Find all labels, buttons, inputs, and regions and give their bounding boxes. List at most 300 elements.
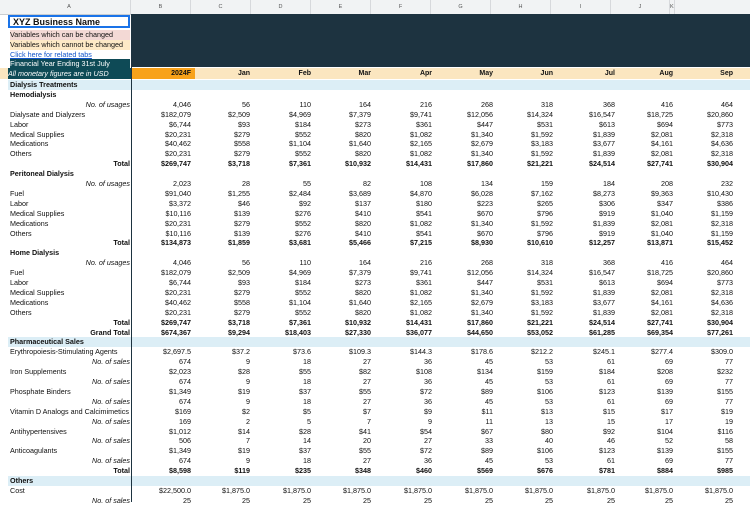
value-cell[interactable]: $19 — [238, 446, 250, 456]
value-cell[interactable]: 9 — [246, 357, 250, 367]
value-cell[interactable]: $3,372 — [169, 198, 191, 208]
value-cell[interactable]: $17 — [661, 406, 673, 416]
value-cell[interactable]: 27 — [363, 357, 371, 367]
value-cell[interactable]: $3,183 — [531, 139, 553, 149]
value-cell[interactable]: $1,839 — [593, 307, 615, 317]
value-cell[interactable]: $10,932 — [345, 317, 371, 327]
value-cell[interactable]: $2,484 — [289, 188, 311, 198]
value-cell[interactable]: 27 — [424, 436, 432, 446]
value-cell[interactable]: $22,500.0 — [159, 485, 191, 495]
value-cell[interactable]: $6,744 — [169, 278, 191, 287]
value-cell[interactable]: $16,547 — [589, 268, 615, 278]
value-cell[interactable]: $53,052 — [527, 327, 553, 337]
value-cell[interactable]: $552 — [295, 129, 311, 139]
value-cell[interactable]: 2 — [246, 416, 250, 426]
value-cell[interactable]: $7,215 — [410, 238, 432, 248]
value-cell[interactable]: $93 — [238, 119, 250, 129]
value-cell[interactable]: $279 — [234, 218, 250, 228]
value-cell[interactable]: $2,081 — [651, 149, 673, 159]
value-cell[interactable]: $985 — [717, 466, 733, 476]
value-cell[interactable]: $55 — [359, 446, 371, 456]
value-cell[interactable]: 416 — [661, 99, 673, 109]
value-cell[interactable]: 674 — [179, 396, 191, 406]
value-cell[interactable]: $116 — [717, 426, 733, 436]
value-cell[interactable]: $91,040 — [165, 188, 191, 198]
value-cell[interactable]: $1,340 — [471, 307, 493, 317]
value-cell[interactable]: 7 — [367, 416, 371, 426]
value-cell[interactable]: $2,081 — [651, 307, 673, 317]
value-cell[interactable]: $676 — [537, 466, 553, 476]
value-cell[interactable]: 184 — [603, 179, 615, 188]
value-cell[interactable]: $2 — [242, 406, 250, 416]
value-cell[interactable]: $40,462 — [165, 139, 191, 149]
value-cell[interactable]: 25 — [485, 495, 493, 505]
value-cell[interactable]: $9,741 — [410, 268, 432, 278]
value-cell[interactable]: $1,082 — [410, 129, 432, 139]
value-cell[interactable]: $1,082 — [410, 307, 432, 317]
value-cell[interactable]: $1,104 — [289, 139, 311, 149]
value-cell[interactable]: $796 — [537, 208, 553, 218]
value-cell[interactable]: $541 — [416, 228, 432, 238]
value-cell[interactable]: $447 — [477, 278, 493, 287]
value-cell[interactable]: $7,361 — [289, 317, 311, 327]
value-cell[interactable]: $8,598 — [169, 466, 191, 476]
value-cell[interactable]: $1,340 — [471, 149, 493, 159]
value-cell[interactable]: 9 — [246, 456, 250, 466]
value-cell[interactable]: 45 — [485, 377, 493, 386]
value-cell[interactable]: $9 — [424, 406, 432, 416]
value-cell[interactable]: 18 — [303, 396, 311, 406]
value-cell[interactable]: 14 — [303, 436, 311, 446]
value-cell[interactable]: $1,875.0 — [343, 485, 371, 495]
value-cell[interactable]: 77 — [725, 396, 733, 406]
value-cell[interactable]: $184 — [295, 278, 311, 287]
value-cell[interactable]: $182,079 — [161, 268, 191, 278]
column-header-a[interactable]: A — [8, 0, 131, 14]
value-cell[interactable]: $123 — [599, 446, 615, 456]
value-cell[interactable]: 216 — [420, 258, 432, 268]
value-cell[interactable]: $2,023 — [169, 367, 191, 377]
value-cell[interactable]: $279 — [234, 149, 250, 159]
value-cell[interactable]: $1,875.0 — [404, 485, 432, 495]
value-cell[interactable]: $12,257 — [589, 238, 615, 248]
value-cell[interactable]: $134 — [477, 367, 493, 377]
value-cell[interactable]: $558 — [234, 139, 250, 149]
value-cell[interactable]: 11 — [485, 416, 493, 426]
value-cell[interactable]: $72 — [420, 446, 432, 456]
value-cell[interactable]: $232 — [717, 367, 733, 377]
value-cell[interactable]: $279 — [234, 307, 250, 317]
value-cell[interactable]: $44,650 — [467, 327, 493, 337]
value-cell[interactable]: $4,636 — [711, 139, 733, 149]
value-cell[interactable]: $1,875.0 — [222, 485, 250, 495]
value-cell[interactable]: $1,875.0 — [525, 485, 553, 495]
value-cell[interactable]: $309.0 — [711, 347, 733, 357]
value-cell[interactable]: 61 — [607, 357, 615, 367]
value-cell[interactable]: 674 — [179, 456, 191, 466]
value-cell[interactable]: $55 — [299, 367, 311, 377]
value-cell[interactable]: $15,452 — [707, 238, 733, 248]
value-cell[interactable]: $89 — [481, 386, 493, 396]
column-header-i[interactable]: I — [551, 0, 611, 14]
value-cell[interactable]: $11 — [481, 406, 493, 416]
value-cell[interactable]: $7,162 — [531, 188, 553, 198]
value-cell[interactable]: $531 — [537, 119, 553, 129]
value-cell[interactable]: $1,255 — [228, 188, 250, 198]
value-cell[interactable]: $541 — [416, 208, 432, 218]
value-cell[interactable]: $180 — [416, 198, 432, 208]
value-cell[interactable]: $7,361 — [289, 159, 311, 169]
value-cell[interactable]: $67 — [481, 426, 493, 436]
value-cell[interactable]: $7,379 — [349, 268, 371, 278]
value-cell[interactable]: $55 — [359, 386, 371, 396]
value-cell[interactable]: 27 — [363, 377, 371, 386]
value-cell[interactable]: 56 — [242, 258, 250, 268]
value-cell[interactable]: $1,104 — [289, 297, 311, 307]
value-cell[interactable]: 506 — [179, 436, 191, 446]
value-cell[interactable]: $182,079 — [161, 109, 191, 119]
value-cell[interactable]: $8,273 — [593, 188, 615, 198]
value-cell[interactable]: 25 — [607, 495, 615, 505]
value-cell[interactable]: $273 — [355, 119, 371, 129]
value-cell[interactable]: $139 — [234, 228, 250, 238]
value-cell[interactable]: $361 — [416, 119, 432, 129]
value-cell[interactable]: $820 — [355, 307, 371, 317]
value-cell[interactable]: $178.6 — [471, 347, 493, 357]
value-cell[interactable]: $820 — [355, 287, 371, 297]
column-header-g[interactable]: G — [431, 0, 491, 14]
value-cell[interactable]: $820 — [355, 129, 371, 139]
value-cell[interactable]: $27,741 — [647, 159, 673, 169]
value-cell[interactable]: $1,082 — [410, 149, 432, 159]
value-cell[interactable]: 18 — [303, 456, 311, 466]
value-cell[interactable]: $1,875.0 — [645, 485, 673, 495]
value-cell[interactable]: $169 — [175, 406, 191, 416]
value-cell[interactable]: 13 — [545, 416, 553, 426]
value-cell[interactable]: $1,839 — [593, 129, 615, 139]
value-cell[interactable]: $1,875.0 — [283, 485, 311, 495]
value-cell[interactable]: $10,116 — [165, 208, 191, 218]
value-cell[interactable]: 9 — [246, 377, 250, 386]
value-cell[interactable]: $69,354 — [647, 327, 673, 337]
value-cell[interactable]: $104 — [657, 426, 673, 436]
value-cell[interactable]: $1,340 — [471, 129, 493, 139]
value-cell[interactable]: 77 — [725, 377, 733, 386]
value-cell[interactable]: 169 — [179, 416, 191, 426]
value-cell[interactable]: $20,860 — [707, 268, 733, 278]
value-cell[interactable]: 25 — [725, 495, 733, 505]
value-cell[interactable]: 36 — [424, 456, 432, 466]
business-name-cell[interactable]: XYZ Business Name — [8, 15, 130, 28]
value-cell[interactable]: $670 — [477, 228, 493, 238]
value-cell[interactable]: 164 — [359, 258, 371, 268]
value-cell[interactable]: $12,056 — [467, 268, 493, 278]
value-cell[interactable]: $569 — [477, 466, 493, 476]
value-cell[interactable]: $41 — [359, 426, 371, 436]
value-cell[interactable]: $184 — [599, 367, 615, 377]
value-cell[interactable]: $348 — [355, 466, 371, 476]
value-cell[interactable]: 25 — [303, 495, 311, 505]
value-cell[interactable]: 69 — [665, 396, 673, 406]
value-cell[interactable]: 232 — [721, 179, 733, 188]
value-cell[interactable]: $119 — [234, 466, 250, 476]
value-cell[interactable]: $7,379 — [349, 109, 371, 119]
value-cell[interactable]: $781 — [599, 466, 615, 476]
column-header-b[interactable]: B — [131, 0, 191, 14]
value-cell[interactable]: 36 — [424, 357, 432, 367]
value-cell[interactable]: 36 — [424, 377, 432, 386]
value-cell[interactable]: $1,340 — [471, 287, 493, 297]
value-cell[interactable]: $2,697.5 — [163, 347, 191, 357]
value-cell[interactable]: $8,930 — [471, 238, 493, 248]
value-cell[interactable]: $1,159 — [711, 208, 733, 218]
value-cell[interactable]: $386 — [717, 198, 733, 208]
value-cell[interactable]: 77 — [725, 357, 733, 367]
value-cell[interactable]: $3,718 — [228, 317, 250, 327]
value-cell[interactable]: 45 — [485, 357, 493, 367]
value-cell[interactable]: $273 — [355, 278, 371, 287]
value-cell[interactable]: 2,023 — [173, 179, 191, 188]
value-cell[interactable]: $18,403 — [285, 327, 311, 337]
value-cell[interactable]: 4,046 — [173, 258, 191, 268]
value-cell[interactable]: 25 — [424, 495, 432, 505]
value-cell[interactable]: $7 — [363, 406, 371, 416]
value-cell[interactable]: $27,330 — [345, 327, 371, 337]
column-header-j[interactable]: J — [611, 0, 670, 14]
value-cell[interactable]: $14,431 — [406, 317, 432, 327]
value-cell[interactable]: $139 — [657, 446, 673, 456]
value-cell[interactable]: $531 — [537, 278, 553, 287]
value-cell[interactable]: $1,839 — [593, 218, 615, 228]
value-cell[interactable]: $24,514 — [589, 317, 615, 327]
value-cell[interactable]: $80 — [541, 426, 553, 436]
value-cell[interactable]: $1,592 — [531, 149, 553, 159]
value-cell[interactable]: 77 — [725, 456, 733, 466]
value-cell[interactable]: 464 — [721, 258, 733, 268]
value-cell[interactable]: $5,466 — [349, 238, 371, 248]
value-cell[interactable]: $20,231 — [165, 218, 191, 228]
value-cell[interactable]: $6,028 — [471, 188, 493, 198]
value-cell[interactable]: $613 — [599, 119, 615, 129]
value-cell[interactable]: $1,349 — [169, 446, 191, 456]
value-cell[interactable]: $159 — [537, 367, 553, 377]
value-cell[interactable]: $9,741 — [410, 109, 432, 119]
value-cell[interactable]: $269,747 — [161, 317, 191, 327]
related-tabs-link[interactable]: Click here for related tabs — [10, 50, 92, 59]
value-cell[interactable]: $184 — [295, 119, 311, 129]
value-cell[interactable]: $2,318 — [711, 129, 733, 139]
value-cell[interactable]: 110 — [299, 258, 311, 268]
value-cell[interactable]: $2,081 — [651, 287, 673, 297]
value-cell[interactable]: $82 — [359, 367, 371, 377]
value-cell[interactable]: 674 — [179, 357, 191, 367]
value-cell[interactable]: $460 — [416, 466, 432, 476]
value-cell[interactable]: $54 — [420, 426, 432, 436]
value-cell[interactable]: $144.3 — [410, 347, 432, 357]
value-cell[interactable]: $20,231 — [165, 129, 191, 139]
value-cell[interactable]: 55 — [303, 179, 311, 188]
value-cell[interactable]: $134,873 — [161, 238, 191, 248]
value-cell[interactable]: $72 — [420, 386, 432, 396]
value-cell[interactable]: $670 — [477, 208, 493, 218]
value-cell[interactable]: $20,231 — [165, 149, 191, 159]
value-cell[interactable]: 25 — [363, 495, 371, 505]
value-cell[interactable]: 318 — [541, 99, 553, 109]
value-cell[interactable]: $3,689 — [349, 188, 371, 198]
value-cell[interactable]: $3,677 — [593, 139, 615, 149]
value-cell[interactable]: $919 — [599, 208, 615, 218]
value-cell[interactable]: $2,081 — [651, 218, 673, 228]
value-cell[interactable]: $17,860 — [467, 317, 493, 327]
value-cell[interactable]: $36,077 — [406, 327, 432, 337]
value-cell[interactable]: $265 — [537, 198, 553, 208]
value-cell[interactable]: $1,349 — [169, 386, 191, 396]
value-cell[interactable]: $694 — [657, 278, 673, 287]
column-header-e[interactable]: E — [311, 0, 371, 14]
value-cell[interactable]: $123 — [599, 386, 615, 396]
value-cell[interactable]: $1,040 — [651, 228, 673, 238]
value-cell[interactable]: $14,324 — [527, 268, 553, 278]
value-cell[interactable]: $2,318 — [711, 218, 733, 228]
value-cell[interactable]: 674 — [179, 377, 191, 386]
value-cell[interactable]: $1,640 — [349, 297, 371, 307]
value-cell[interactable]: $223 — [477, 198, 493, 208]
value-cell[interactable]: 159 — [541, 179, 553, 188]
value-cell[interactable]: $24,514 — [589, 159, 615, 169]
value-cell[interactable]: $30,904 — [707, 317, 733, 327]
value-cell[interactable]: 110 — [299, 99, 311, 109]
value-cell[interactable]: $208 — [657, 367, 673, 377]
value-cell[interactable]: $1,875.0 — [465, 485, 493, 495]
value-cell[interactable]: 27 — [363, 456, 371, 466]
value-cell[interactable]: $37 — [299, 386, 311, 396]
value-cell[interactable]: $20,231 — [165, 287, 191, 297]
value-cell[interactable]: 268 — [481, 99, 493, 109]
value-cell[interactable]: 45 — [485, 396, 493, 406]
value-cell[interactable]: 7 — [246, 436, 250, 446]
value-cell[interactable]: $552 — [295, 218, 311, 228]
value-cell[interactable]: $5 — [303, 406, 311, 416]
value-cell[interactable]: $21,221 — [527, 159, 553, 169]
value-cell[interactable]: 25 — [545, 495, 553, 505]
value-cell[interactable]: $73.6 — [293, 347, 311, 357]
value-cell[interactable]: $269,747 — [161, 159, 191, 169]
value-cell[interactable]: $2,165 — [410, 139, 432, 149]
value-cell[interactable]: 61 — [607, 377, 615, 386]
value-cell[interactable]: $46 — [238, 198, 250, 208]
value-cell[interactable]: $558 — [234, 297, 250, 307]
value-cell[interactable]: 53 — [545, 377, 553, 386]
value-cell[interactable]: 69 — [665, 456, 673, 466]
value-cell[interactable]: 15 — [607, 416, 615, 426]
value-cell[interactable]: $2,509 — [228, 268, 250, 278]
value-cell[interactable]: $28 — [238, 367, 250, 377]
value-cell[interactable]: 216 — [420, 99, 432, 109]
value-cell[interactable]: $139 — [657, 386, 673, 396]
value-cell[interactable]: 208 — [661, 179, 673, 188]
value-cell[interactable]: $2,679 — [471, 297, 493, 307]
value-cell[interactable]: 53 — [545, 357, 553, 367]
value-cell[interactable]: 9 — [428, 416, 432, 426]
value-cell[interactable]: $1,159 — [711, 228, 733, 238]
value-cell[interactable]: $30,904 — [707, 159, 733, 169]
value-cell[interactable]: 82 — [363, 179, 371, 188]
value-cell[interactable]: $694 — [657, 119, 673, 129]
value-cell[interactable]: $77,261 — [707, 327, 733, 337]
value-cell[interactable]: 52 — [665, 436, 673, 446]
value-cell[interactable]: $1,592 — [531, 129, 553, 139]
value-cell[interactable]: $410 — [355, 228, 371, 238]
value-cell[interactable]: $1,592 — [531, 287, 553, 297]
value-cell[interactable]: 108 — [420, 179, 432, 188]
value-cell[interactable]: $796 — [537, 228, 553, 238]
value-cell[interactable]: 61 — [607, 456, 615, 466]
value-cell[interactable]: $1,012 — [169, 426, 191, 436]
value-cell[interactable]: 25 — [183, 495, 191, 505]
value-cell[interactable]: $410 — [355, 208, 371, 218]
value-cell[interactable]: $884 — [657, 466, 673, 476]
value-cell[interactable]: 318 — [541, 258, 553, 268]
value-cell[interactable]: $109.3 — [349, 347, 371, 357]
value-cell[interactable]: $13 — [541, 406, 553, 416]
value-cell[interactable]: $14,431 — [406, 159, 432, 169]
column-header-c[interactable]: C — [191, 0, 251, 14]
value-cell[interactable]: $2,165 — [410, 297, 432, 307]
value-cell[interactable]: $1,640 — [349, 139, 371, 149]
value-cell[interactable]: $13,871 — [647, 238, 673, 248]
value-cell[interactable]: $820 — [355, 149, 371, 159]
value-cell[interactable]: $3,718 — [228, 159, 250, 169]
value-cell[interactable]: $919 — [599, 228, 615, 238]
value-cell[interactable]: $820 — [355, 218, 371, 228]
value-cell[interactable]: $139 — [234, 208, 250, 218]
value-cell[interactable]: $10,430 — [707, 188, 733, 198]
value-cell[interactable]: $4,161 — [651, 297, 673, 307]
value-cell[interactable]: 45 — [485, 456, 493, 466]
value-cell[interactable]: $27,741 — [647, 317, 673, 327]
value-cell[interactable]: $1,082 — [410, 218, 432, 228]
value-cell[interactable]: 28 — [242, 179, 250, 188]
value-cell[interactable]: $1,875.0 — [587, 485, 615, 495]
value-cell[interactable]: $93 — [238, 278, 250, 287]
value-cell[interactable]: 36 — [424, 396, 432, 406]
value-cell[interactable]: 134 — [481, 179, 493, 188]
value-cell[interactable]: $92 — [299, 198, 311, 208]
value-cell[interactable]: $276 — [295, 228, 311, 238]
value-cell[interactable]: $276 — [295, 208, 311, 218]
value-cell[interactable]: $347 — [657, 198, 673, 208]
value-cell[interactable]: $1,859 — [228, 238, 250, 248]
value-cell[interactable]: $4,870 — [410, 188, 432, 198]
value-cell[interactable]: 33 — [485, 436, 493, 446]
value-cell[interactable]: $773 — [717, 278, 733, 287]
value-cell[interactable]: $9,363 — [651, 188, 673, 198]
value-cell[interactable]: $137 — [355, 198, 371, 208]
value-cell[interactable]: $108 — [416, 367, 432, 377]
value-cell[interactable]: $106 — [537, 446, 553, 456]
value-cell[interactable]: 69 — [665, 357, 673, 367]
value-cell[interactable]: 53 — [545, 456, 553, 466]
column-header-d[interactable]: D — [251, 0, 311, 14]
value-cell[interactable]: $1,839 — [593, 287, 615, 297]
value-cell[interactable]: $1,592 — [531, 218, 553, 228]
value-cell[interactable]: $613 — [599, 278, 615, 287]
value-cell[interactable]: 164 — [359, 99, 371, 109]
value-cell[interactable]: 368 — [603, 258, 615, 268]
value-cell[interactable]: 58 — [725, 436, 733, 446]
value-cell[interactable]: 4,046 — [173, 99, 191, 109]
value-cell[interactable]: $155 — [717, 386, 733, 396]
